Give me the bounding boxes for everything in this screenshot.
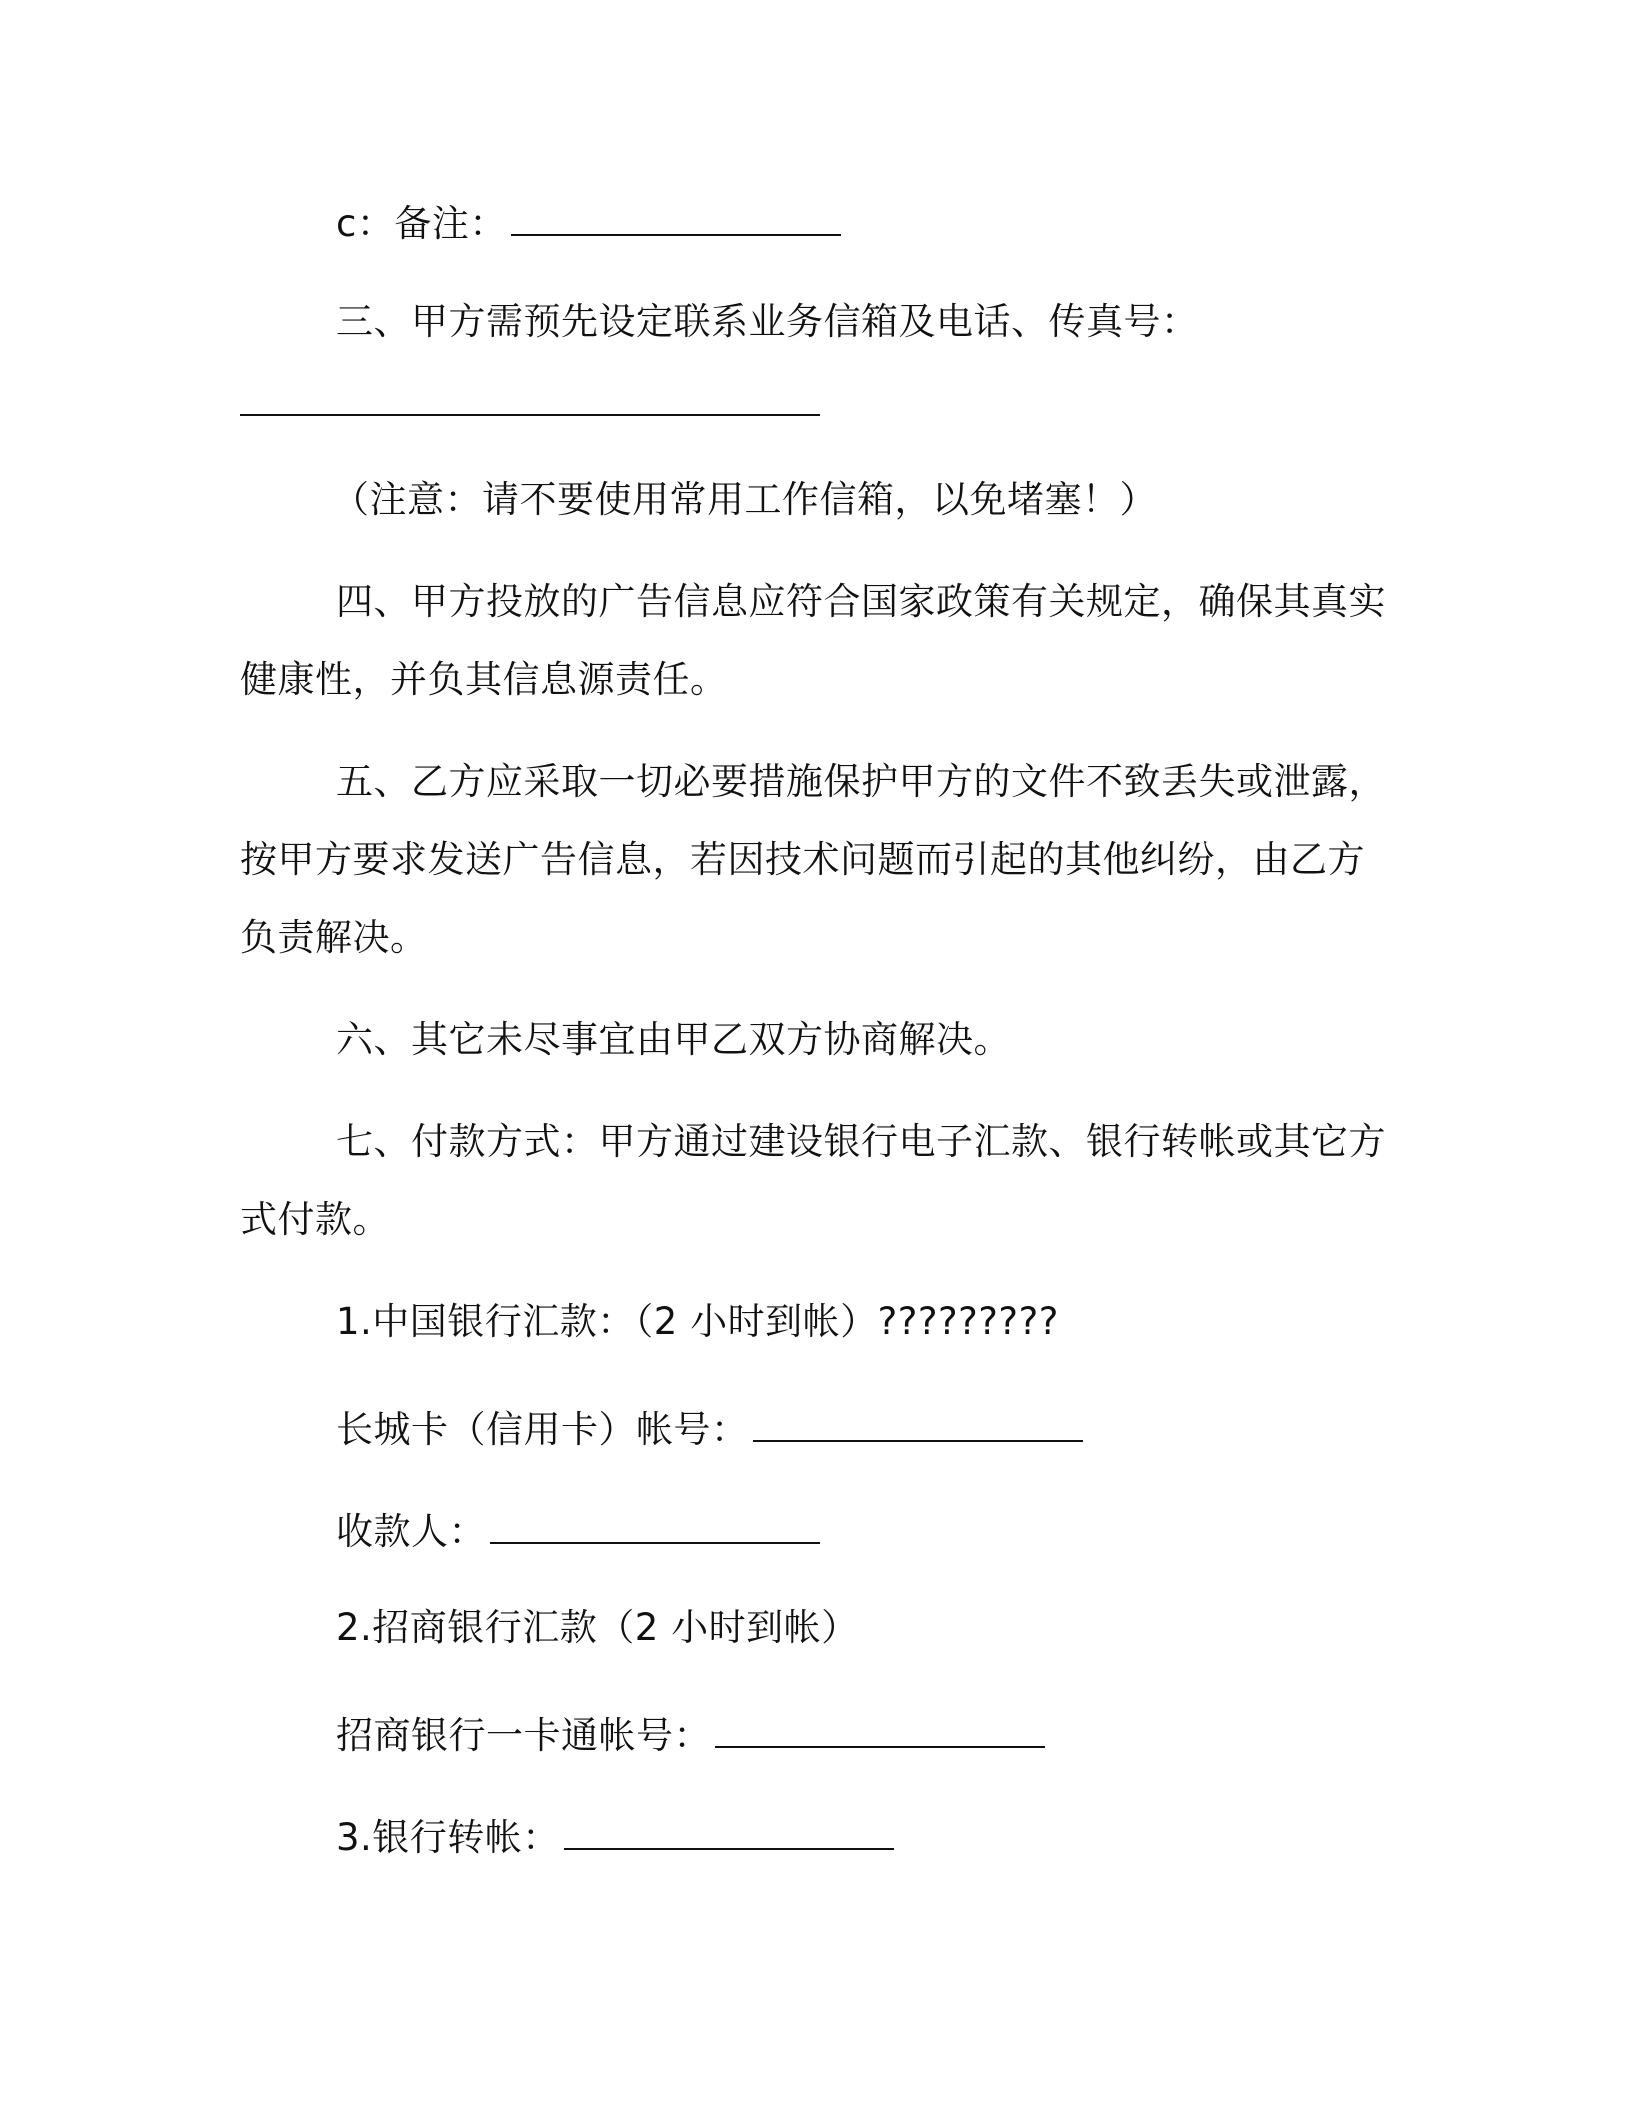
contact-blank-line xyxy=(240,374,1390,428)
remark-line xyxy=(336,194,1486,248)
contact-blank xyxy=(240,374,820,416)
email-note: （注意：请不要使用常用工作信箱，以免堵塞！） xyxy=(332,478,1157,521)
payment-method-2: 2.招商银行汇款（2 小时到帐） xyxy=(336,1606,859,1649)
transfer-line xyxy=(336,1808,1486,1862)
cmb-card-blank xyxy=(715,1706,1045,1748)
clause-6: 六、其它未尽事宜由甲乙双方协商解决。 xyxy=(336,1018,1011,1061)
transfer-label: 3.银行转帐： xyxy=(336,1816,560,1859)
clause-5-line-3: 负责解决。 xyxy=(240,916,428,959)
payee-line xyxy=(336,1502,1486,1556)
card-number-label: 长城卡（信用卡）帐号： xyxy=(336,1408,749,1451)
clause-4-line-1: 四、甲方投放的广告信息应符合国家政策有关规定，确保其真实 xyxy=(336,580,1386,623)
clause-3: 三、甲方需预先设定联系业务信箱及电话、传真号： xyxy=(336,300,1199,343)
card-number-line xyxy=(336,1400,1486,1454)
payment-method-1: 1.中国银行汇款：（2 小时到帐）????????? xyxy=(336,1300,1059,1343)
clause-5-line-2: 按甲方要求发送广告信息，若因技术问题而引起的其他纠纷，由乙方 xyxy=(240,838,1365,881)
payee-label: 收款人： xyxy=(336,1510,486,1553)
clause-7-line-2: 式付款。 xyxy=(240,1198,390,1241)
clause-5-line-1: 五、乙方应采取一切必要措施保护甲方的文件不致丢失或泄露， xyxy=(336,760,1386,803)
payee-blank xyxy=(490,1502,820,1544)
remark-label: c：备注： xyxy=(336,202,507,245)
clause-7-line-1: 七、付款方式：甲方通过建设银行电子汇款、银行转帐或其它方 xyxy=(336,1120,1386,1163)
cmb-card-line xyxy=(336,1706,1486,1760)
card-number-blank xyxy=(753,1400,1083,1442)
transfer-blank xyxy=(564,1808,894,1850)
cmb-card-label: 招商银行一卡通帐号： xyxy=(336,1714,711,1757)
remark-blank xyxy=(511,194,841,236)
clause-4-line-2: 健康性，并负其信息源责任。 xyxy=(240,658,728,701)
